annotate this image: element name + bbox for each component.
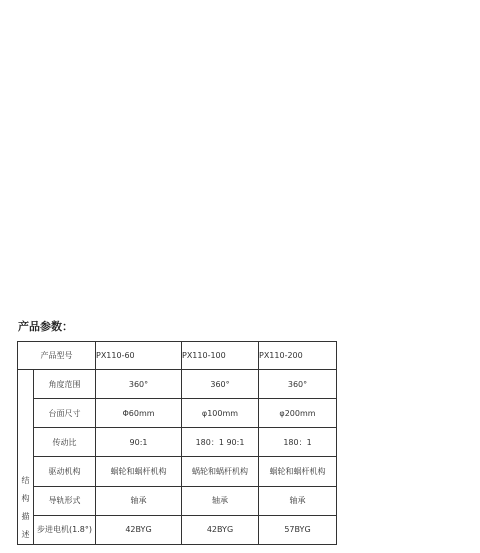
table-row — [18, 399, 337, 428]
group-label: 结构描述 — [21, 476, 30, 539]
cell-value: 42BYG — [96, 515, 182, 544]
table-header-row — [18, 342, 337, 370]
cell-value: 轴承 — [182, 486, 259, 515]
cell-value: 轴承 — [259, 486, 337, 515]
cell-value: 蜗轮和蜗杆机构 — [182, 457, 259, 486]
product-params-table — [17, 341, 337, 545]
group-cell — [18, 370, 34, 545]
row-label: 驱动机构 — [34, 457, 96, 486]
cell-value: φ200mm — [259, 399, 337, 428]
cell-value: 360° — [96, 370, 182, 399]
model-px110-60: PX110-60 — [96, 342, 182, 370]
table-row — [18, 370, 337, 399]
cell-value: Φ60mm — [96, 399, 182, 428]
row-label: 导轨形式 — [34, 486, 96, 515]
cell-value: 180：1 90:1 — [182, 428, 259, 457]
cell-value: φ100mm — [182, 399, 259, 428]
table-row — [18, 486, 337, 515]
section-heading: 产品参数： — [18, 320, 73, 333]
row-label: 传动比 — [34, 428, 96, 457]
cell-value: 42BYG — [182, 515, 259, 544]
cell-value: 蜗轮和蜗杆机构 — [259, 457, 337, 486]
cell-value: 57BYG — [259, 515, 337, 544]
cell-value: 180：1 — [259, 428, 337, 457]
header-label: 产品型号 — [18, 342, 96, 370]
cell-value: 轴承 — [96, 486, 182, 515]
table-row — [18, 428, 337, 457]
cell-value: 90:1 — [96, 428, 182, 457]
row-label: 角度范围 — [34, 370, 96, 399]
model-px110-200: PX110-200 — [259, 342, 337, 370]
cell-value: 蜗轮和蜗杆机构 — [96, 457, 182, 486]
model-px110-100: PX110-100 — [182, 342, 259, 370]
row-label: 步进电机(1.8°) — [34, 515, 96, 544]
table-row — [18, 515, 337, 544]
table-row — [18, 457, 337, 486]
cell-value: 360° — [182, 370, 259, 399]
row-label: 台面尺寸 — [34, 399, 96, 428]
cell-value: 360° — [259, 370, 337, 399]
